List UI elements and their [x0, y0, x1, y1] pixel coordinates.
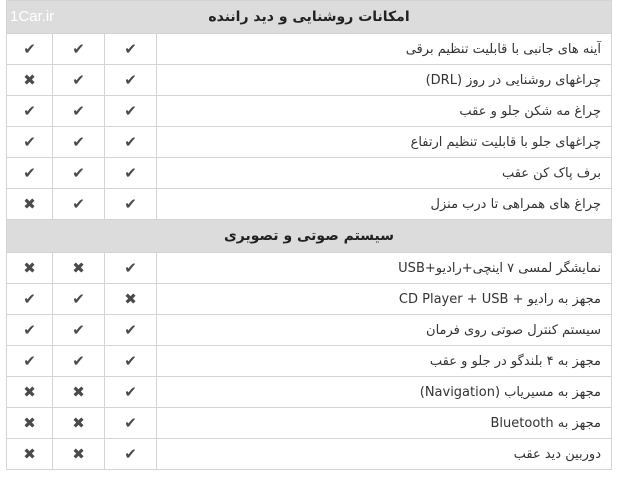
table-row	[7, 439, 612, 470]
check-icon: ✔	[7, 96, 53, 127]
table-row	[7, 284, 612, 315]
check-icon: ✔	[105, 377, 157, 408]
check-icon: ✔	[7, 284, 53, 315]
table-row	[7, 315, 612, 346]
table-row	[7, 253, 612, 284]
feature-label: چراغهای روشنایی در روز (DRL)	[157, 65, 612, 96]
section-title: امکانات روشنایی و دید راننده	[7, 1, 612, 34]
watermark-logo: 1Car.ir	[10, 8, 55, 25]
check-icon: ✔	[53, 315, 105, 346]
cross-icon: ✖	[53, 253, 105, 284]
check-icon: ✔	[105, 65, 157, 96]
check-icon: ✔	[105, 408, 157, 439]
table-row	[7, 377, 612, 408]
feature-label: چراغ های همراهی تا درب منزل	[157, 189, 612, 220]
table-row	[7, 408, 612, 439]
section-title: سیستم صوتی و تصویری	[7, 220, 612, 253]
check-icon: ✔	[105, 315, 157, 346]
feature-label: مجهز به Bluetooth	[157, 408, 612, 439]
features-table	[6, 0, 612, 470]
check-icon: ✔	[7, 127, 53, 158]
table-row	[7, 65, 612, 96]
feature-label: مجهز به مسیریاب (Navigation)	[157, 377, 612, 408]
cross-icon: ✖	[53, 377, 105, 408]
cross-icon: ✖	[53, 439, 105, 470]
table-row	[7, 127, 612, 158]
check-icon: ✔	[53, 346, 105, 377]
cross-icon: ✖	[7, 189, 53, 220]
check-icon: ✔	[53, 96, 105, 127]
table-row	[7, 346, 612, 377]
feature-label: چراغهای جلو با قابلیت تنظیم ارتفاع	[157, 127, 612, 158]
check-icon: ✔	[7, 34, 53, 65]
check-icon: ✔	[53, 284, 105, 315]
check-icon: ✔	[105, 127, 157, 158]
check-icon: ✔	[53, 158, 105, 189]
feature-label: دوربین دید عقب	[157, 439, 612, 470]
check-icon: ✔	[53, 189, 105, 220]
cross-icon: ✖	[105, 284, 157, 315]
table-row	[7, 96, 612, 127]
check-icon: ✔	[53, 127, 105, 158]
cross-icon: ✖	[7, 408, 53, 439]
check-icon: ✔	[105, 253, 157, 284]
check-icon: ✔	[105, 439, 157, 470]
cross-icon: ✖	[7, 253, 53, 284]
check-icon: ✔	[105, 346, 157, 377]
feature-label: برف پاک کن عقب	[157, 158, 612, 189]
feature-label: آینه های جانبی با قابلیت تنظیم برقی	[157, 34, 612, 65]
check-icon: ✔	[105, 158, 157, 189]
section-header-row	[7, 1, 612, 34]
check-icon: ✔	[53, 34, 105, 65]
table-row	[7, 189, 612, 220]
check-icon: ✔	[105, 189, 157, 220]
check-icon: ✔	[105, 34, 157, 65]
section-header-row	[7, 220, 612, 253]
feature-label: مجهز به ۴ بلندگو در جلو و عقب	[157, 346, 612, 377]
check-icon: ✔	[53, 65, 105, 96]
feature-label: سیستم کنترل صوتی روی فرمان	[157, 315, 612, 346]
table-row	[7, 158, 612, 189]
cross-icon: ✖	[7, 377, 53, 408]
table-row	[7, 34, 612, 65]
cross-icon: ✖	[53, 408, 105, 439]
check-icon: ✔	[7, 315, 53, 346]
feature-label: مجهز به رادیو + CD Player + USB	[157, 284, 612, 315]
feature-label: نمایشگر لمسی ۷ اینچی+رادیو+USB	[157, 253, 612, 284]
check-icon: ✔	[7, 346, 53, 377]
feature-label: چراغ مه شکن جلو و عقب	[157, 96, 612, 127]
check-icon: ✔	[7, 158, 53, 189]
cross-icon: ✖	[7, 65, 53, 96]
cross-icon: ✖	[7, 439, 53, 470]
check-icon: ✔	[105, 96, 157, 127]
